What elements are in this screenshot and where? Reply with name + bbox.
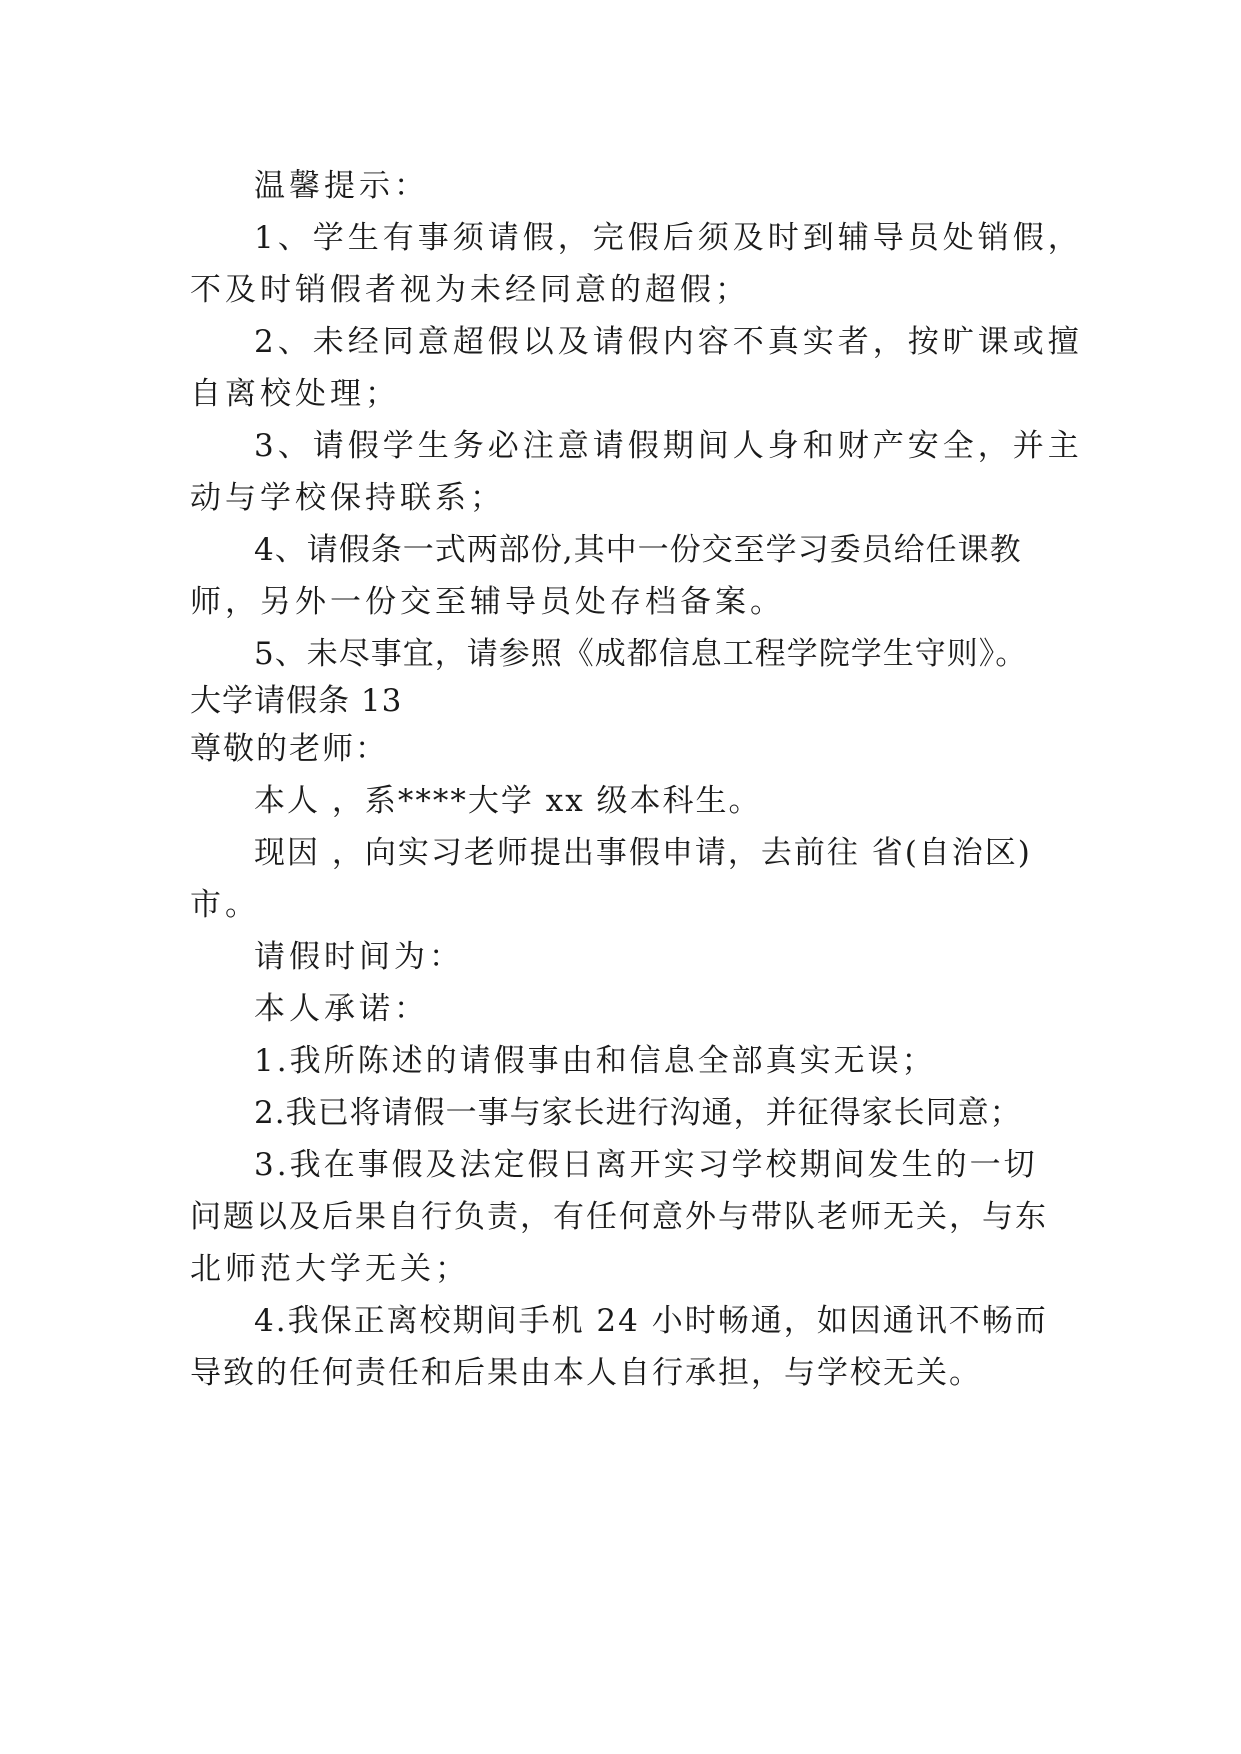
tip-5-line-1: 5、未尽事宜，请参照《成都信息工程学院学生守则》。 <box>254 636 1028 672</box>
tip-2-line-2: 自离校处理； <box>190 376 400 412</box>
tip-1-line-1: 1、学生有事须请假，完假后须及时到辅导员处销假， <box>254 220 1083 256</box>
promise-1-line-1: 1.我所陈述的请假事由和信息全部真实无误； <box>254 1043 936 1079</box>
promise-3-line-1: 3.我在事假及法定假日离开实习学校期间发生的一切 <box>254 1147 1038 1183</box>
salutation: 尊敬的老师： <box>190 731 388 767</box>
tip-heading: 温馨提示： <box>254 168 429 204</box>
promise-4-line-2: 导致的任何责任和后果由本人自行承担，与学校无关。 <box>190 1355 982 1391</box>
promise-3-line-2: 问题以及后果自行负责，有任何意外与带队老师无关，与东 <box>190 1199 1048 1235</box>
tip-4-line-2: 师，另外一份交至辅导员处存档备案。 <box>190 584 785 620</box>
reason-line-2: 市。 <box>190 887 260 923</box>
reason-line-1: 现因 ，向实习老师提出事假申请，去前往 省(自治区) <box>254 835 1032 871</box>
tip-3-line-1: 3、请假学生务必注意请假期间人身和财产安全，并主 <box>254 428 1083 464</box>
tip-4-line-1: 4、请假条一式两部份,其中一份交至学习委员给任课教 <box>254 532 1022 568</box>
tip-3-line-2: 动与学校保持联系； <box>190 480 505 516</box>
tip-2-line-1: 2、未经同意超假以及请假内容不真实者，按旷课或擅 <box>254 324 1083 360</box>
promise-2-line-1: 2.我已将请假一事与家长进行沟通，并征得家长同意； <box>254 1095 1022 1131</box>
promise-3-line-3: 北师范大学无关； <box>190 1251 470 1287</box>
tip-1-line-2: 不及时销假者视为未经同意的超假； <box>190 272 750 308</box>
leave-time: 请假时间为： <box>254 939 464 975</box>
section-title: 大学请假条 13 <box>190 683 403 719</box>
promise-heading: 本人承诺： <box>254 991 429 1027</box>
promise-4-line-1: 4.我保正离校期间手机 24 小时畅通，如因通讯不畅而 <box>254 1303 1048 1339</box>
intro-line: 本人 ，系****大学 xx 级本科生。 <box>254 783 762 819</box>
